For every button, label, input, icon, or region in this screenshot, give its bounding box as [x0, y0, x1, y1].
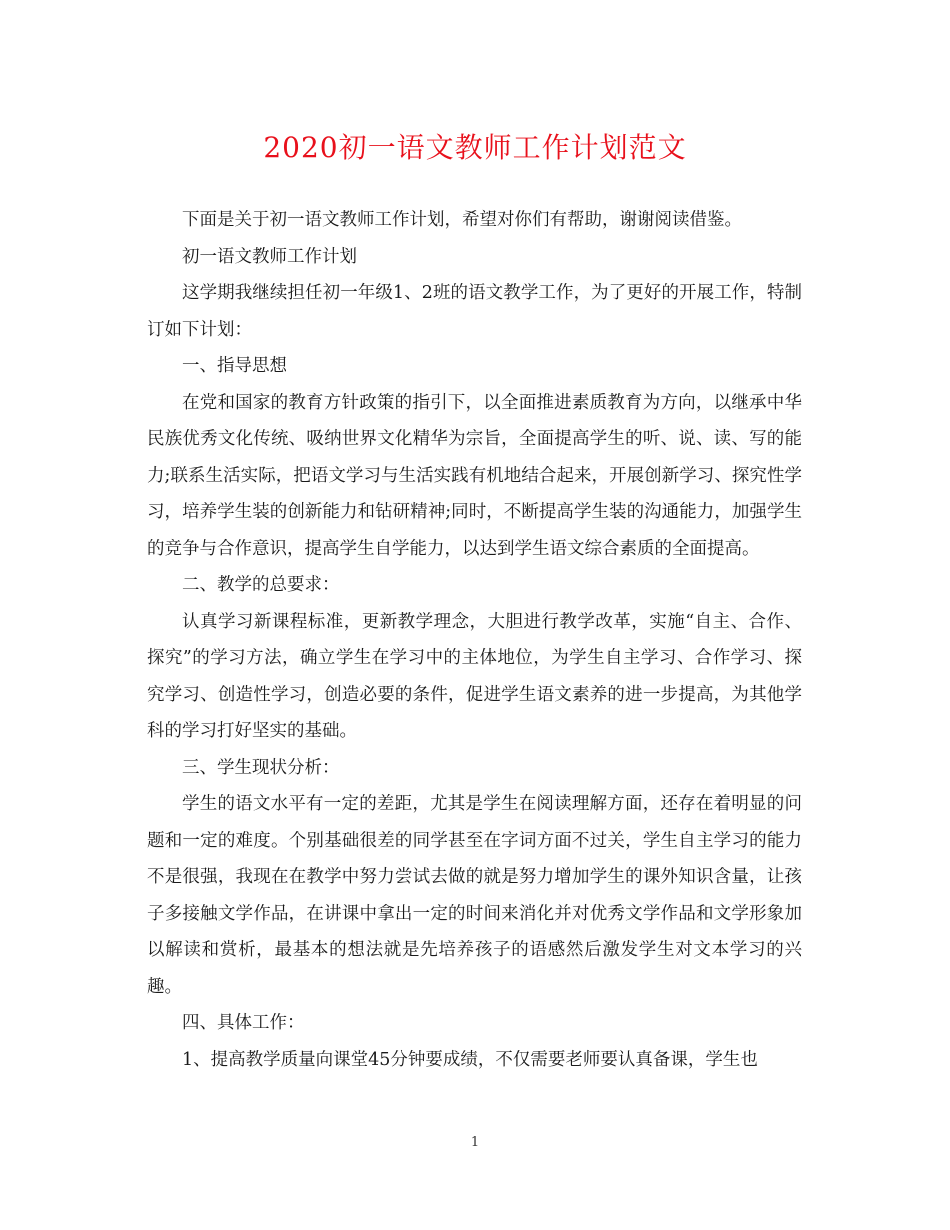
paragraph-guiding-thought: 在党和国家的教育方针政策的指引下，以全面推进素质教育为方向，以继承中华民族优秀文化传统、吸纳世界文化精华为宗旨，全面提高学生的听、说、读、写的能力;联系生活实际，把语文学习与生活实践有机地结合起来，开展创新学习、探究性学习，培养学生装的创新能力和钻研精神;同时，不断提高学生装的沟通能力，加强学生的竞争与合作意识，提高学生自学能力，以达到学生语文综合素质的全面提高。 — [147, 392, 802, 559]
paragraph-student-analysis: 学生的语文水平有一定的差距，尤其是学生在阅读理解方面，还存在着明显的问题和一定的难度。个别基础很差的同学甚至在字词方面不过关，学生自主学习的能力不是很强，我现在在教学中努力尝试去做的就是努力增加学生的课外知识含量，让孩子多接触文学作品，在讲课中拿出一定的时间来消化并对优秀文学作品和文学形象加以解读和赏析，最基本的想法就是先培养孩子的语感然后激发学生对文本学习的兴趣。 — [147, 794, 802, 997]
paragraph-intro: 下面是关于初一语文教师工作计划，希望对你们有帮助，谢谢阅读借鉴。 — [182, 210, 742, 230]
section-heading-guiding-thought: 一、指导思想 — [182, 356, 287, 376]
paragraph-specific-work-1: 1、提高教学质量向课堂45分钟要成绩，不仅需要老师要认真备课，学生也 — [182, 1049, 758, 1070]
paragraph-subtitle: 初一语文教师工作计划 — [182, 246, 357, 267]
section-heading-student-analysis: 三、学生现状分析： — [182, 757, 340, 778]
section-heading-requirements: 二、教学的总要求： — [182, 575, 340, 595]
paragraph-opening: 这学期我继续担任初一年级1、2班的语文教学工作，为了更好的开展工作，特制订如下计划： — [147, 283, 802, 340]
page-number: 1 — [470, 1135, 480, 1150]
paragraph-requirements: 认真学习新课程标准，更新教学理念，大胆进行教学改革，实施“自主、合作、探究”的学习方法，确立学生在学习中的主体地位，为学生自主学习、合作学习、探究学习、创造性学习，创造必要的条件，促进学生语文素养的进一步提高，为其他学科的学习打好坚实的基础。 — [147, 611, 802, 741]
section-heading-specific-work: 四、具体工作： — [182, 1013, 305, 1033]
document-title: 2020初一语文教师工作计划范文 — [263, 131, 687, 164]
document-body — [147, 202, 802, 1078]
